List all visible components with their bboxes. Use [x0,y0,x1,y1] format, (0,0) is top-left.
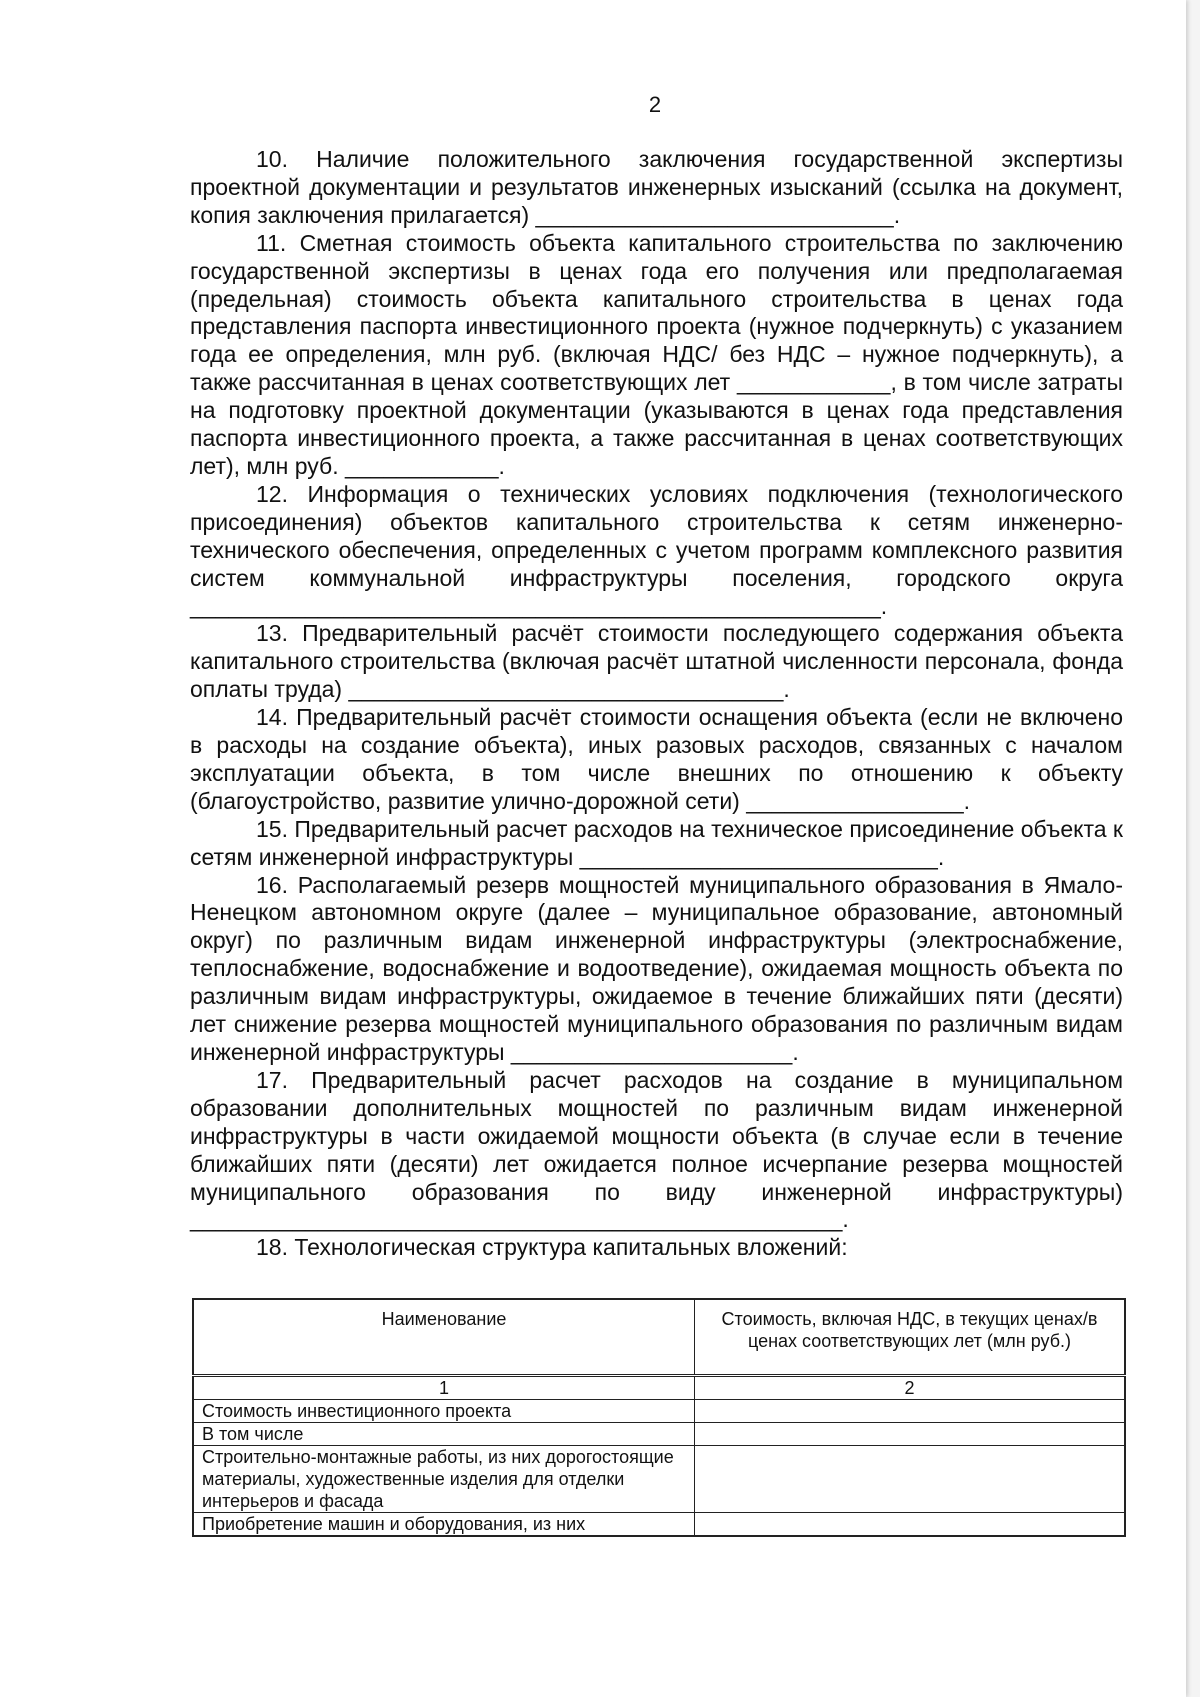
row-label: Стоимость инвестиционного проекта [193,1400,695,1423]
table-header-row [193,1299,1125,1376]
capex-structure-table-wrapper [192,1298,1126,1537]
header-cost: Стоимость, включая НДС, в текущих ценах/в ценах соответствующих лет (млн руб.) [695,1299,1126,1376]
column-numbers-row [193,1376,1125,1400]
row-value[interactable] [695,1513,1126,1537]
paragraph-12: 12. Информация о технических условиях подключения (технологического присоединения) объектов капитального строительства к сетям инженерно-технического обеспечения, определенных с учетом программ комплексного развития систем коммунальной инфраструктуры поселения, городского округа ______________________________________________________. [190,480,1123,619]
paragraph-15: 15. Предварительный расчет расходов на техническое присоединение объекта к сетям инженерной инфраструктуры ____________________________. [190,815,1123,870]
row-value[interactable] [695,1446,1126,1513]
table-row [193,1423,1125,1446]
page-number: 2 [648,92,662,117]
table-row [193,1400,1125,1423]
paragraph-11: 11. Сметная стоимость объекта капитального строительства по заключению государственной экспертизы в ценах года его получения или предполагаемая (предельная) стоимость объекта капитального строительства в ценах года представления паспорта инвестиционного проекта (нужное подчеркнуть) с указанием года ее определения, млн руб. (включая НДС/ без НДС – нужное подчеркнуть), а также рассчитанная в ценах соответствующих лет ____________, в том числе затраты на подготовку проектной документации (указываются в ценах года представления паспорта инвестиционного проекта, а также рассчитанная в ценах соответствующих лет), млн руб. ____________. [190,229,1123,479]
document-body [190,146,1123,1262]
table-row [193,1446,1125,1513]
capex-structure-table [192,1298,1126,1537]
paragraph-14: 14. Предварительный расчёт стоимости оснащения объекта (если не включено в расходы на создание объекта), иных разовых расходов, связанных с началом эксплуатации объекта, в том числе внешних по отношению к объекту (благоустройство, развитие улично-дорожной сети) _________________. [190,704,1123,814]
paragraph-10: 10. Наличие положительного заключения государственной экспертизы проектной документации и результатов инженерных изысканий (ссылка на документ, копия заключения прилагается) ____________________________. [190,146,1123,228]
column-number-2: 2 [695,1376,1126,1400]
row-value[interactable] [695,1423,1126,1446]
column-number-1: 1 [193,1376,695,1400]
paragraph-13: 13. Предварительный расчёт стоимости последующего содержания объекта капитального строительства (включая расчёт штатной численности персонала, фонда оплаты труда) __________________________________. [190,620,1123,703]
row-label: Строительно-монтажные работы, из них дорогостоящие материалы, художественные изделия для отделки интерьеров и фасада [193,1446,695,1513]
header-name: Наименование [193,1299,695,1376]
table-row [193,1513,1125,1537]
paragraph-18: 18. Технологическая структура капитальных вложений: [256,1234,848,1261]
paragraph-16: 16. Располагаемый резерв мощностей муниципального образования в Ямало-Ненецком автономном округе (далее – муниципальное образование, автономный округ) по различным видам инженерной инфраструктуры (электроснабжение, теплоснабжение, водоснабжение и водоотведение), ожидаемая мощность объекта по различным видам инфраструктуры, ожидаемое в течение ближайших пяти (десяти) лет снижение резерва мощностей муниципального образования по различным видам инженерной инфраструктуры ______________________. [190,871,1123,1065]
row-value[interactable] [695,1400,1126,1423]
row-label: В том числе [193,1423,695,1446]
paragraph-17: 17. Предварительный расчет расходов на создание в муниципальном образовании дополнительных мощностей по различным видам инженерной инфраструктуры в части ожидаемой мощности объекта (в случае если в течение ближайших пяти (десяти) лет ожидается полное исчерпание резерва мощностей муниципального образования по виду инженерной инфраструктуры) ___________________________________________________. [190,1066,1123,1233]
row-label: Приобретение машин и оборудования, из них [193,1513,695,1537]
